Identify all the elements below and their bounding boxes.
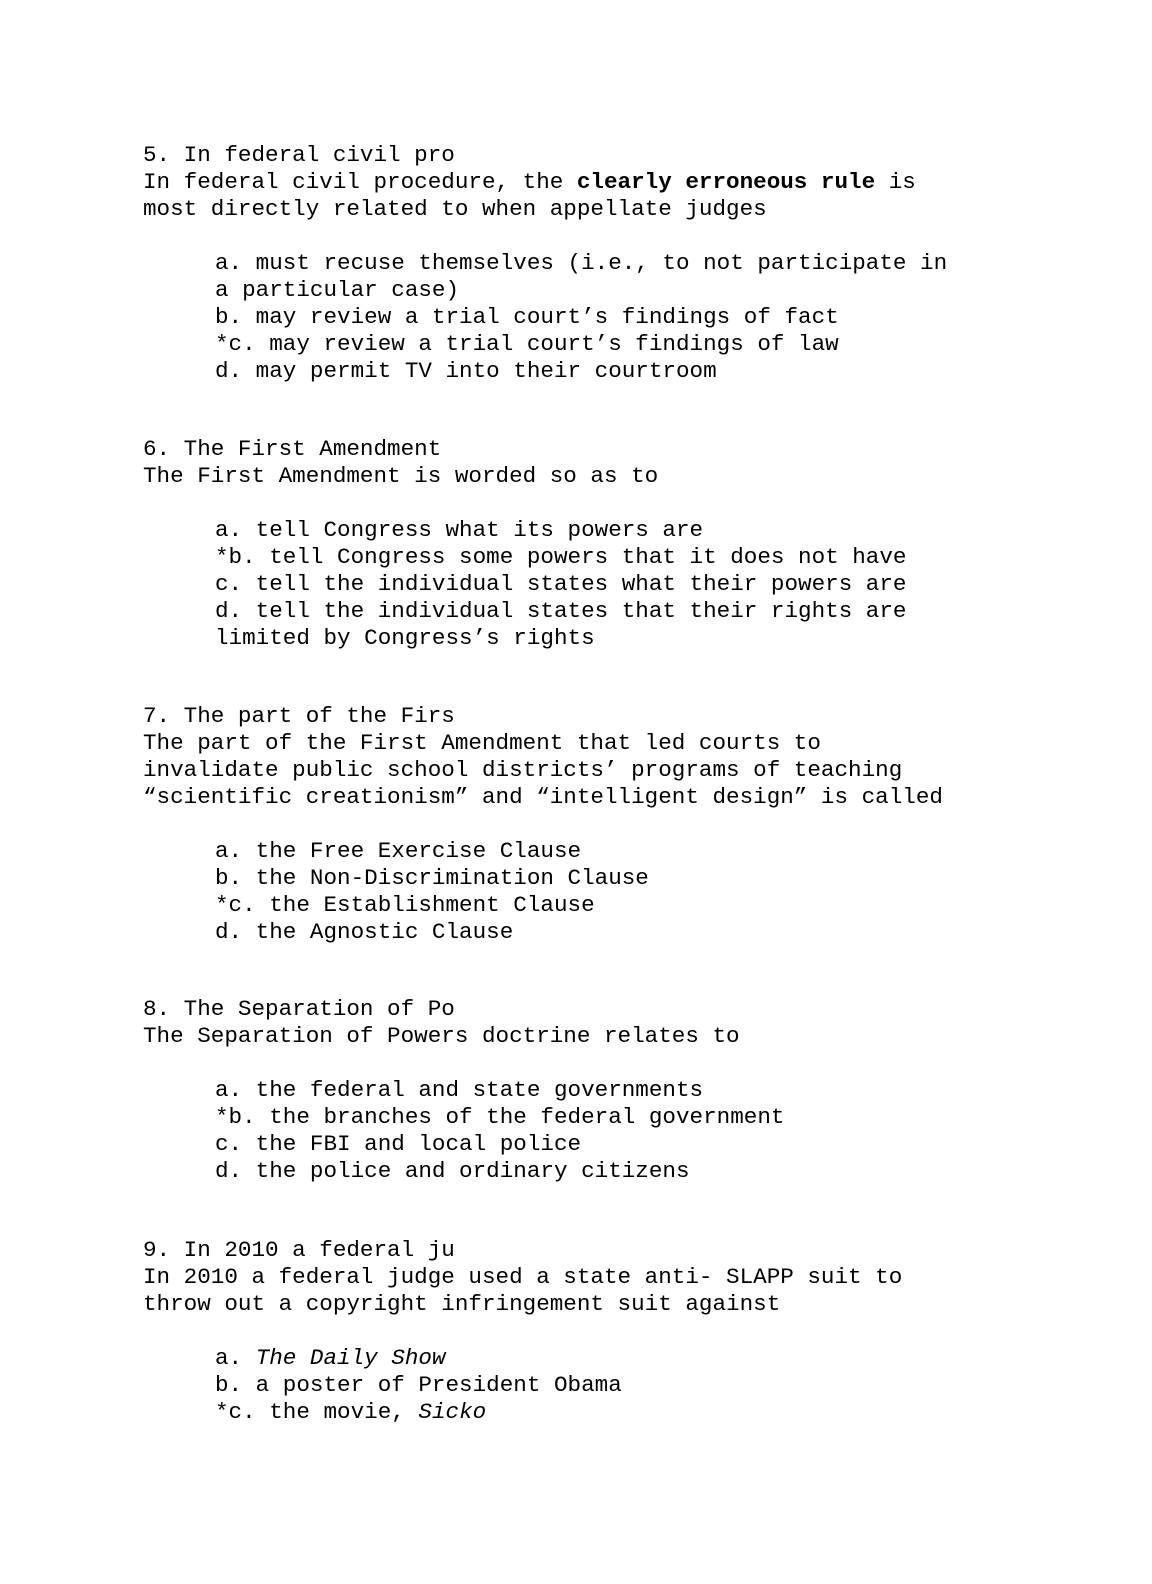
- question-stem-line: “scientific creationism” and “intelligent design” is called: [143, 784, 943, 810]
- italic-title: The Daily Show: [255, 1345, 446, 1371]
- italic-title: Sicko: [418, 1399, 487, 1425]
- question-stem-line: invalidate public school districts’ programs of teaching: [143, 757, 903, 783]
- question-8: [143, 996, 1133, 1185]
- question-stem-line: In 2010 a federal judge used a state anti- SLAPP suit to: [143, 1264, 903, 1290]
- question-stem-line: The Separation of Powers doctrine relates to: [143, 1023, 740, 1049]
- answer-option: a. the Free Exercise Clause: [215, 838, 582, 864]
- stem-text: is: [875, 169, 916, 195]
- answer-option-correct: *b. tell Congress some powers that it does not have: [215, 544, 907, 570]
- bold-term: clearly erroneous rule: [576, 169, 876, 195]
- answer-option: b. a poster of President Obama: [215, 1372, 622, 1398]
- answer-option-correct: *b. the branches of the federal government: [215, 1104, 785, 1130]
- answer-option: d. the Agnostic Clause: [215, 919, 514, 945]
- answer-options: [143, 1345, 1133, 1426]
- question-5: [143, 142, 1133, 385]
- answer-option-continuation: limited by Congress’s rights: [215, 625, 595, 651]
- answer-option: c. the FBI and local police: [215, 1131, 582, 1157]
- question-stem-line: The First Amendment is worded so as to: [143, 463, 659, 489]
- answer-option: b. may review a trial court’s findings of fact: [215, 304, 839, 330]
- question-stem-line: [143, 169, 1133, 196]
- option-prefix: a.: [215, 1345, 256, 1371]
- answer-options: [143, 250, 1133, 385]
- answer-option-correct: *c. may review a trial court’s findings of law: [215, 331, 839, 357]
- question-heading: 5. In federal civil pro: [143, 142, 455, 168]
- answer-options: [143, 517, 1133, 652]
- option-prefix: *c. the movie,: [215, 1399, 419, 1425]
- question-stem-line: throw out a copyright infringement suit against: [143, 1291, 781, 1317]
- answer-option: c. tell the individual states what their powers are: [215, 571, 907, 597]
- question-heading: 9. In 2010 a federal ju: [143, 1237, 455, 1263]
- answer-option-correct: [215, 1399, 1133, 1426]
- question-9: [143, 1237, 1133, 1426]
- question-6: [143, 436, 1133, 652]
- question-heading: 6. The First Amendment: [143, 436, 442, 462]
- answer-option-continuation: a particular case): [215, 277, 460, 303]
- question-stem-line: The part of the First Amendment that led courts to: [143, 730, 821, 756]
- question-heading: 8. The Separation of Po: [143, 996, 455, 1022]
- answer-option: [215, 1345, 1133, 1372]
- answer-option: d. tell the individual states that their rights are: [215, 598, 907, 624]
- answer-option: d. the police and ordinary citizens: [215, 1158, 690, 1184]
- answer-option: b. the Non-Discrimination Clause: [215, 865, 649, 891]
- answer-option: d. may permit TV into their courtroom: [215, 358, 717, 384]
- question-stem-line: most directly related to when appellate judges: [143, 196, 767, 222]
- answer-options: [143, 838, 1133, 946]
- answer-option: a. must recuse themselves (i.e., to not participate in: [215, 250, 948, 276]
- stem-text: In federal civil procedure, the: [143, 169, 577, 195]
- answer-option-correct: *c. the Establishment Clause: [215, 892, 595, 918]
- question-heading: 7. The part of the Firs: [143, 703, 455, 729]
- answer-options: [143, 1077, 1133, 1185]
- question-7: [143, 703, 1133, 946]
- answer-option: a. the federal and state governments: [215, 1077, 704, 1103]
- answer-option: a. tell Congress what its powers are: [215, 517, 704, 543]
